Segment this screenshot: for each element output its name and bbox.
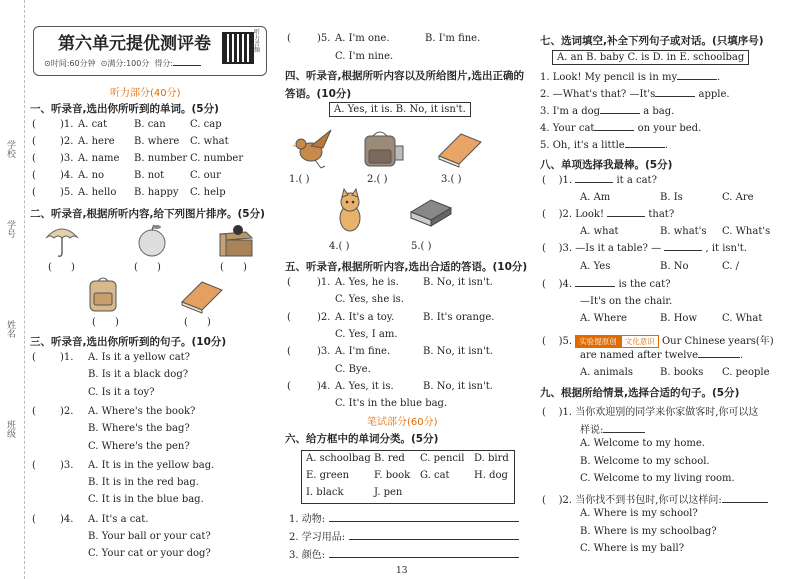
s3-tail-paren[interactable]: ( [287, 33, 304, 44]
s8-q3-option-c[interactable]: C. / [722, 261, 740, 272]
s5-title: 五、听录音,根据所听内容,选出合适的答语。(10分) [285, 261, 528, 273]
s4-title-line1: 四、听录音,根据所听内容以及所给图片,选出正确的 [285, 70, 524, 82]
s6-word-f: F. book [374, 470, 411, 481]
s3-list-3-b[interactable]: B. It is in the red bag. [88, 477, 199, 489]
s8-q3-option-b[interactable]: B. No [660, 261, 689, 272]
s8-q5-text2: are named after twelve [580, 350, 699, 361]
s8-q1 [542, 175, 657, 186]
s1-list-1-c[interactable]: C. cap [190, 119, 222, 130]
title-box [33, 26, 267, 76]
s3-list-paren-2[interactable]: ( [32, 405, 49, 417]
s8-q2-option-b[interactable]: B. what's [660, 226, 707, 237]
s6-word-e: E. green [306, 470, 350, 481]
written-section-title: 笔试部分(60分) [367, 417, 438, 428]
s1-list-1-b[interactable]: B. can [134, 119, 166, 130]
s1-list-4-b[interactable]: B. not [134, 170, 165, 181]
s1-list-1-a[interactable]: A. cat [78, 119, 108, 130]
column-left [30, 0, 280, 579]
s1-list-5-c[interactable]: C. help [190, 187, 226, 198]
s8-q3-text: , it isn't. [705, 243, 747, 254]
s5-list-4-c[interactable]: C. It's in the blue bag. [335, 398, 448, 410]
s3-list-2-a[interactable]: A. Where's the book? [88, 405, 196, 417]
s1-list-5-a[interactable]: A. hello [78, 187, 117, 198]
box-cat-picture [216, 222, 256, 258]
s9-q2-paren[interactable]: ( [542, 495, 559, 506]
column-right [540, 0, 795, 579]
s5-list-paren-3[interactable]: ( [287, 346, 304, 358]
s6-line-3-label: 3. 颜色: [289, 550, 326, 561]
s8-q3-number: )3. —Is it a table? — [558, 243, 662, 254]
s7-item-3 [540, 106, 674, 117]
binding-name: 姓名 [5, 320, 15, 338]
s9-q1-option-b[interactable]: B. Welcome to my school. [580, 456, 710, 467]
s4-label-3[interactable]: 3.( ) [441, 174, 462, 185]
qr-code-icon[interactable] [222, 32, 254, 64]
s5-list-4-n: )4. [317, 380, 331, 392]
s8-q5-line2: are named after twelve . [580, 350, 744, 361]
s1-list-3-a[interactable]: A. name [78, 153, 120, 164]
s1-title: 一、听录音,选出你所听到的单词。(5分) [30, 103, 219, 115]
s8-q2 [542, 209, 674, 220]
s4-title-line2: 答语。(10分) [285, 88, 352, 100]
binding-strip [0, 0, 25, 579]
s8-q5-number: )5. [558, 336, 573, 347]
s3-list-paren-3[interactable]: ( [32, 459, 49, 471]
s6-word-h: H. dog [474, 470, 508, 481]
s1-list-3-b[interactable]: B. number [134, 153, 188, 164]
s2-label-1[interactable]: ( ) [48, 262, 75, 273]
s5-list-3-a[interactable]: A. I'm fine. [335, 346, 391, 358]
s7-item-2 [540, 89, 730, 100]
s7-item-4-tail: on your bed. [637, 123, 702, 134]
s9-q1-text: )1. 当你欢迎别的同学来你家做客时,你可以这 [558, 407, 759, 418]
s1-list-4-a[interactable]: A. no [78, 170, 105, 181]
s8-q4-option-b[interactable]: B. How [660, 313, 698, 324]
s1-list-2-c[interactable]: C. what [190, 136, 229, 147]
s3-list-2-b[interactable]: B. Where's the bag? [88, 423, 190, 435]
s7-blank-5[interactable] [625, 147, 665, 148]
s9-q2-blank[interactable] [722, 502, 768, 503]
s1-list-paren-3[interactable]: ( [32, 153, 49, 164]
s9-q2-option-b[interactable]: B. Where is my schoolbag? [580, 526, 717, 537]
s8-q5 [542, 332, 774, 348]
s6-line-2[interactable] [349, 539, 519, 540]
s6-word-g: G. cat [420, 470, 450, 481]
s7-item-2-tail: apple. [698, 89, 730, 100]
s1-list-3-c[interactable]: C. number [190, 153, 244, 164]
column-middle [285, 0, 540, 579]
s1-list-paren-1[interactable]: ( [32, 119, 49, 130]
s9-q2 [542, 491, 768, 506]
s3-list-2-n: )2. [60, 405, 74, 417]
s8-q5-option-c[interactable]: C. people [722, 367, 770, 378]
s7-item-3-tail: a bag. [643, 106, 675, 117]
s8-q2-blank[interactable] [607, 216, 645, 217]
s3-list-2-c[interactable]: C. Where's the pen? [88, 440, 190, 452]
s8-q1-blank[interactable] [575, 182, 613, 183]
s9-q1-line2 [580, 421, 645, 436]
book-picture-2 [435, 128, 485, 168]
schoolbag-picture-2 [361, 128, 407, 170]
s8-q5-option-b[interactable]: B. books [660, 367, 704, 378]
page-number: 13 [396, 566, 408, 576]
s9-q1-option-c[interactable]: C. Welcome to my living room. [580, 473, 735, 484]
s2-label-2[interactable]: ( ) [134, 262, 161, 273]
s8-q2-option-c[interactable]: C. What's [722, 226, 771, 237]
s7-blank-3[interactable] [600, 113, 640, 114]
score-full-label: 满分:100分 [107, 59, 150, 68]
s5-list-2-c[interactable]: C. Yes, I am. [335, 328, 398, 340]
binding-number: 学号 [5, 220, 15, 238]
s2-title: 二、听录音,根据所听内容,给下列图片排序。(5分) [30, 208, 265, 220]
s9-q1-blank[interactable] [603, 432, 645, 433]
s8-q5-option-a[interactable]: A. animals [580, 367, 633, 378]
s3-tail-option-a[interactable]: A. I'm one. [335, 33, 390, 44]
cat-picture [333, 188, 367, 236]
apple-picture [134, 222, 170, 258]
s9-title: 九、根据所给情景,选择合适的句子。(5分) [540, 387, 740, 399]
s3-title: 三、听录音,选出你所听到的句子。(10分) [30, 336, 227, 348]
s3-list-4-b[interactable]: B. Your ball or your cat? [88, 531, 211, 542]
s3-list-3-n: )3. [60, 459, 74, 471]
s8-q5-tag-culture: 文化意识 [621, 335, 659, 348]
s8-q4-number: )4. [558, 279, 573, 290]
s1-list-3-n: )3. [60, 153, 74, 164]
s7-item-4-text: 4. Your cat [540, 123, 595, 134]
s2-label-4[interactable]: ( ) [92, 317, 119, 328]
s9-q1-paren[interactable]: ( [542, 407, 559, 418]
s8-q3 [542, 243, 747, 254]
s6-line-2-label: 2. 学习用品: [289, 532, 346, 543]
s8-q5-tag-original: 实验提原创 [575, 335, 621, 348]
s1-list-5-b[interactable]: B. happy [134, 187, 179, 198]
s9-q1-option-a[interactable]: A. Welcome to my home. [580, 438, 705, 449]
s8-q4 [542, 279, 670, 290]
s6-line-1[interactable] [329, 521, 519, 522]
s8-q4-sub: —It's on the chair. [580, 296, 673, 307]
s8-q4-text: is the cat? [618, 279, 671, 290]
s6-word-a: A. schoolbag [306, 453, 371, 464]
s1-list-paren-2[interactable]: ( [32, 136, 49, 147]
qr-label: 听力音频 [254, 29, 261, 54]
s1-list-2-n: )2. [60, 136, 74, 147]
s7-item-4 [540, 123, 701, 134]
s1-list-2-b[interactable]: B. where [134, 136, 180, 147]
s9-q2-option-c[interactable]: C. Where is my ball? [580, 543, 685, 554]
s5-list-4-a[interactable]: A. Yes, it is. [335, 380, 394, 392]
book-picture [180, 278, 224, 314]
s3-list-3-a[interactable]: A. It is in the yellow bag. [88, 459, 215, 471]
s7-item-5-text: 5. Oh, it's a little [540, 140, 625, 151]
s7-item-2-text: 2. —What's that? —It's [540, 89, 656, 100]
s8-q2-text: that? [648, 209, 675, 220]
s7-word-box: A. an B. baby C. is D. in E. schoolbag [552, 50, 749, 65]
s7-blank-4[interactable] [594, 130, 634, 131]
s3-list-paren-4[interactable]: ( [32, 513, 49, 525]
s3-list-1-a[interactable]: A. Is it a yellow cat? [88, 352, 191, 363]
s5-list-1-a[interactable]: A. Yes, he is. [335, 277, 399, 288]
binding-school: 学校 [5, 140, 15, 158]
s4-label-4[interactable]: 4.( ) [329, 241, 350, 252]
s3-list-3-c[interactable]: C. It is in the blue bag. [88, 494, 204, 506]
page-title: 第六单元提优测评卷 [58, 34, 211, 54]
bird-picture [291, 126, 335, 170]
s7-blank-2[interactable] [655, 96, 695, 97]
s8-q4-option-c[interactable]: C. What [722, 313, 763, 324]
s1-list-1-n: )1. [60, 119, 74, 130]
s5-list-2-n: )2. [317, 311, 331, 323]
s8-q3-paren[interactable]: ( [542, 243, 559, 254]
s5-list-4-b[interactable]: B. No, it isn't. [423, 380, 493, 392]
book-picture-3 [407, 190, 455, 232]
s5-list-3-b[interactable]: B. No, it isn't. [423, 346, 493, 358]
time-label: 时间:60分钟 [50, 59, 96, 68]
s5-list-paren-4[interactable]: ( [287, 380, 304, 392]
s8-q5-paren[interactable]: ( [542, 336, 559, 347]
title-meta: ⊙时间:60分钟 ⊙满分:100分 得分: [44, 58, 201, 69]
s7-title: 七、选词填空,补全下列句子或对话。(只填序号) [540, 35, 764, 47]
s5-list-3-n: )3. [317, 346, 331, 358]
s5-list-2-a[interactable]: A. It's a toy. [335, 311, 395, 323]
s3-list-1-c[interactable]: C. Is it a toy? [88, 386, 155, 398]
s8-q4-option-a[interactable]: A. Where [580, 313, 627, 324]
listening-section-title: 听力部分(40分) [110, 88, 181, 99]
s9-q1 [542, 403, 758, 418]
s4-label-5[interactable]: 5.( ) [411, 241, 432, 252]
s9-q2-option-a[interactable]: A. Where is my school? [580, 508, 698, 519]
s8-q2-number: )2. Look! [558, 209, 605, 220]
s5-list-3-c[interactable]: C. Bye. [335, 363, 371, 375]
s1-list-4-n: )4. [60, 170, 74, 181]
s9-q1-text2: 样说: [580, 425, 604, 436]
s3-list-1-b[interactable]: B. Is it a black dog? [88, 369, 189, 381]
s7-item-1-text: 1. Look! My pencil is in my [540, 72, 678, 83]
s3-list-1-n: )1. [60, 352, 74, 363]
s9-q2-text: )2. 当你找不到书包时,你可以这样问: [558, 495, 722, 506]
s6-word-d: D. bird [474, 453, 509, 464]
s1-list-5-n: )5. [60, 187, 74, 198]
score-label: 得分: [154, 59, 174, 68]
s5-list-1-b[interactable]: B. No, it isn't. [423, 277, 493, 288]
s6-word-j: J. pen [374, 487, 403, 498]
s5-list-1-n: )1. [317, 277, 331, 288]
s1-list-paren-5[interactable]: ( [32, 187, 49, 198]
s1-list-4-c[interactable]: C. our [190, 170, 221, 181]
s4-answer-box: A. Yes, it is. B. No, it isn't. [329, 102, 471, 117]
s4-label-1[interactable]: 1.( ) [289, 174, 310, 185]
s1-list-2-a[interactable]: A. here [78, 136, 115, 147]
s5-list-1-c[interactable]: C. Yes, she is. [335, 294, 404, 306]
s8-q1-option-c[interactable]: C. Are [722, 192, 754, 203]
s5-list-paren-2[interactable]: ( [287, 311, 304, 323]
s8-q1-option-a[interactable]: A. Am [580, 192, 611, 203]
s3-tail-number: )5. [317, 33, 331, 44]
s6-line-3[interactable] [329, 557, 519, 558]
s6-title: 六、给方框中的单词分类。(5分) [285, 433, 439, 445]
s8-q3-blank[interactable] [664, 250, 702, 251]
s8-q5-text: Our Chinese years(年) [661, 336, 774, 347]
s3-list-4-a[interactable]: A. It's a cat. [88, 513, 149, 525]
s5-list-paren-1[interactable]: ( [287, 277, 304, 288]
s3-list-paren-1[interactable]: ( [32, 352, 49, 363]
s6-word-c: C. pencil [420, 453, 465, 464]
s7-blank-1[interactable] [677, 79, 717, 80]
binding-class: 班级 [5, 420, 15, 438]
s8-q2-option-a[interactable]: A. what [580, 226, 619, 237]
s4-label-2[interactable]: 2.( ) [367, 174, 388, 185]
s7-item-1: 1. Look! My pencil is in my . [540, 72, 721, 83]
umbrella-picture [44, 222, 80, 258]
s3-tail-option-c[interactable]: C. I'm nine. [335, 51, 394, 62]
s2-label-3[interactable]: ( ) [220, 262, 247, 273]
s8-q1-paren[interactable]: ( [542, 175, 559, 186]
s8-q1-option-b[interactable]: B. Is [660, 192, 683, 203]
s8-q1-text: it a cat? [616, 175, 657, 186]
s1-list-paren-4[interactable]: ( [32, 170, 49, 181]
s8-title: 八、单项选择我最棒。(5分) [540, 159, 673, 171]
s7-item-5: 5. Oh, it's a little . [540, 140, 668, 151]
s7-item-3-text: 3. I'm a dog [540, 106, 601, 117]
s6-word-i: I. black [306, 487, 344, 498]
s6-word-box [301, 450, 515, 504]
s3-list-4-c[interactable]: C. Your cat or your dog? [88, 548, 211, 560]
s8-q4-paren[interactable]: ( [542, 279, 559, 290]
s2-label-5[interactable]: ( ) [184, 317, 211, 328]
schoolbag-picture [84, 275, 122, 315]
s6-word-b: B. red [374, 453, 405, 464]
s6-line-1-label: 1. 动物: [289, 514, 326, 525]
s8-q5-blank[interactable] [698, 357, 740, 358]
s8-q2-paren[interactable]: ( [542, 209, 559, 220]
s8-q3-option-a[interactable]: A. Yes [580, 261, 611, 272]
s3-list-4-n: )4. [60, 513, 74, 525]
s8-q1-number: )1. [558, 175, 573, 186]
s5-list-2-b[interactable]: B. It's orange. [423, 311, 495, 323]
s8-q4-blank[interactable] [575, 286, 615, 287]
s3-tail-option-b[interactable]: B. I'm fine. [425, 33, 481, 44]
